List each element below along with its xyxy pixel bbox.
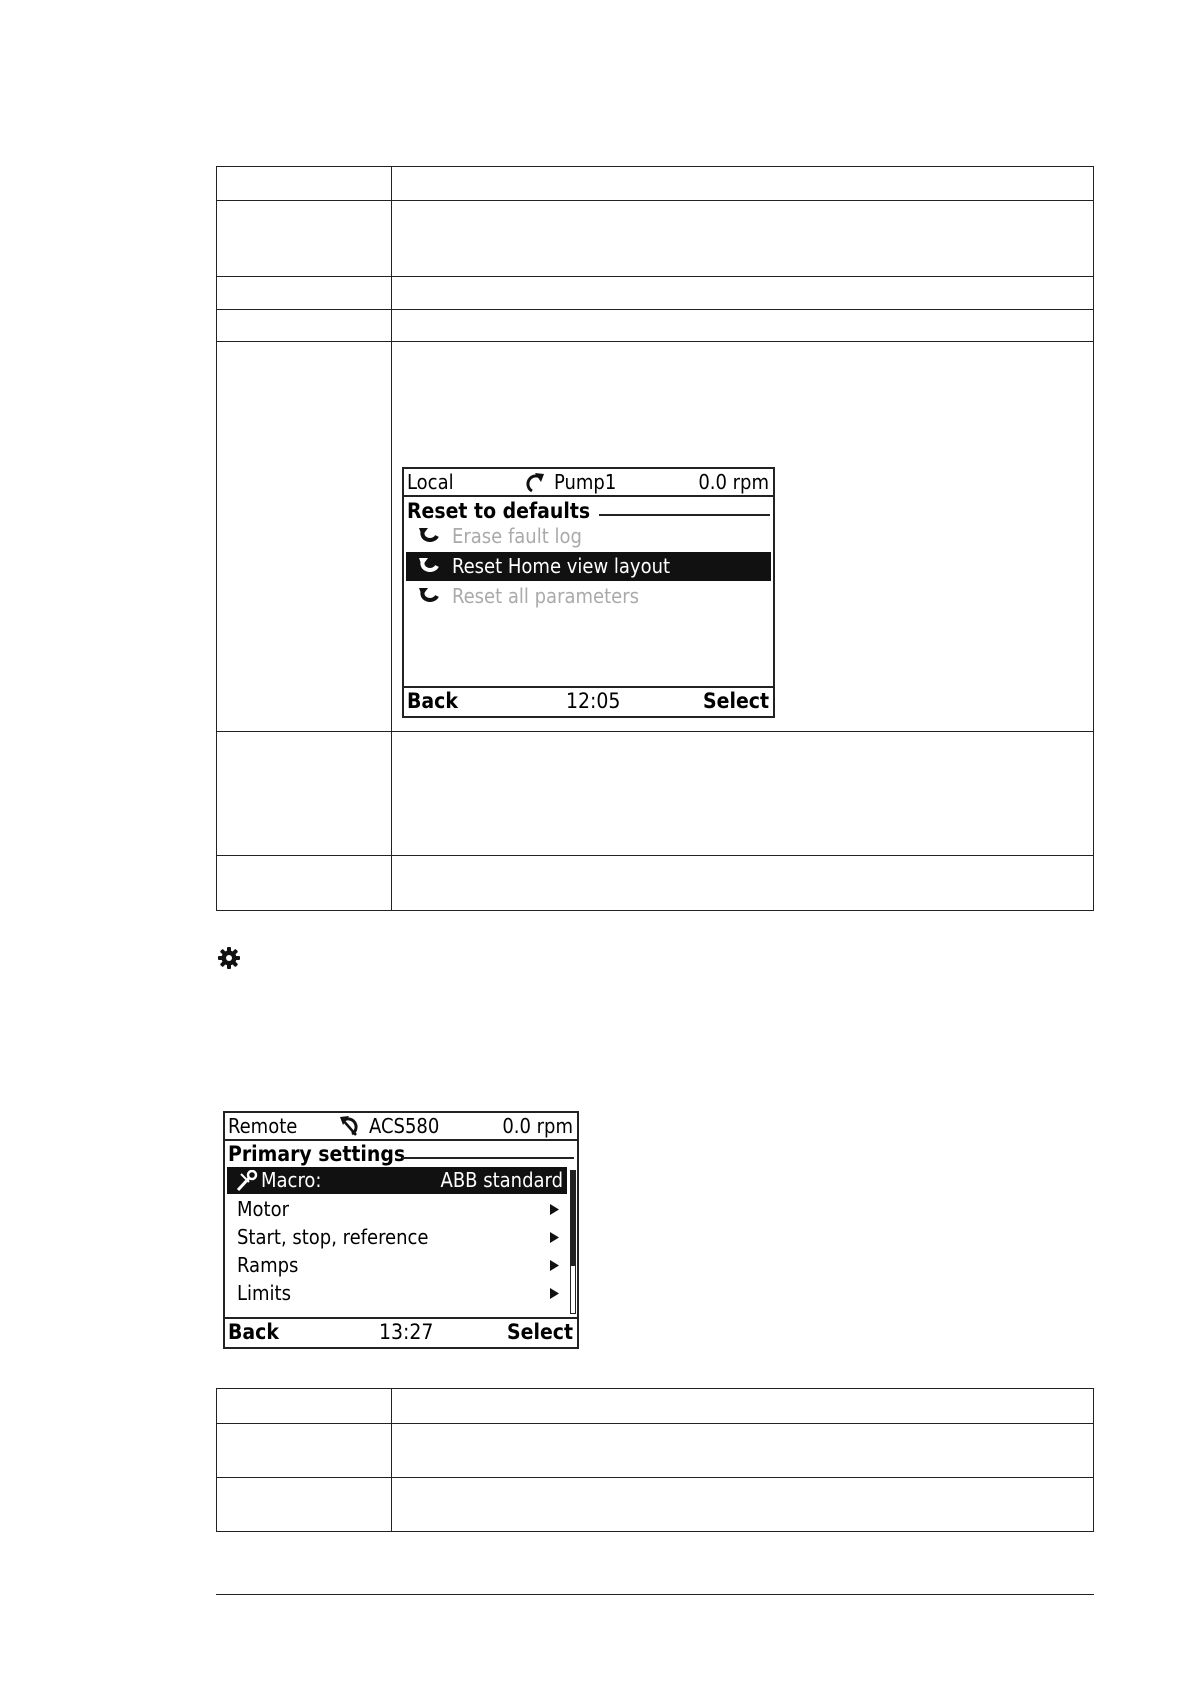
reset-arrow-icon bbox=[419, 588, 441, 605]
softkey-bar bbox=[404, 686, 773, 716]
back-softkey[interactable]: Back bbox=[228, 1320, 279, 1344]
back-softkey[interactable]: Back bbox=[407, 689, 458, 713]
rotation-arrow-icon bbox=[338, 1115, 364, 1137]
clock: 13:27 bbox=[379, 1320, 434, 1344]
menu-item-label: Erase fault log bbox=[452, 524, 582, 548]
status-bar bbox=[225, 1113, 577, 1141]
menu-item-macro[interactable] bbox=[227, 1167, 567, 1194]
screen-title: Primary settings bbox=[228, 1142, 406, 1166]
drive-name: Pump1 bbox=[554, 470, 617, 494]
primary-settings-screen bbox=[223, 1111, 579, 1349]
control-mode: Remote bbox=[228, 1114, 298, 1138]
menu-item-erase-fault-log[interactable] bbox=[406, 522, 771, 551]
menu-item-label: Ramps bbox=[237, 1253, 299, 1277]
select-softkey[interactable]: Select bbox=[507, 1320, 573, 1344]
menu-item-reset-all-parameters[interactable] bbox=[406, 582, 771, 611]
triangle-right-icon bbox=[550, 1204, 559, 1215]
reset-arrow-icon bbox=[419, 528, 441, 545]
menu-item-label: Limits bbox=[237, 1281, 291, 1305]
title-rule bbox=[599, 514, 770, 516]
menu-item-start-stop-reference[interactable] bbox=[227, 1223, 567, 1251]
triangle-right-icon bbox=[550, 1260, 559, 1271]
clock: 12:05 bbox=[566, 689, 621, 713]
speed-readout: 0.0 rpm bbox=[502, 1114, 573, 1138]
drive-name: ACS580 bbox=[369, 1114, 440, 1138]
menu-item-label: Reset Home view layout bbox=[452, 554, 671, 578]
footer-rule bbox=[216, 1594, 1094, 1595]
table-2 bbox=[216, 1388, 1094, 1532]
speed-readout: 0.0 rpm bbox=[698, 470, 769, 494]
control-mode: Local bbox=[407, 470, 454, 494]
menu-item-reset-home-view[interactable] bbox=[406, 552, 771, 581]
menu-item-label: Reset all parameters bbox=[452, 584, 639, 608]
screen-title: Reset to defaults bbox=[407, 499, 591, 523]
menu-item-motor[interactable] bbox=[227, 1195, 567, 1223]
title-rule bbox=[402, 1157, 574, 1159]
softkey-bar bbox=[225, 1317, 577, 1347]
wrench-icon bbox=[235, 1170, 259, 1192]
menu-item-ramps[interactable] bbox=[227, 1251, 567, 1279]
gear-icon bbox=[217, 946, 241, 970]
menu-item-label: Motor bbox=[237, 1197, 289, 1221]
scrollbar-thumb[interactable] bbox=[571, 1171, 575, 1266]
menu-item-label: Macro: bbox=[261, 1168, 322, 1192]
triangle-right-icon bbox=[550, 1288, 559, 1299]
reset-arrow-icon bbox=[419, 558, 441, 575]
triangle-right-icon bbox=[550, 1232, 559, 1243]
menu-item-label: Start, stop, reference bbox=[237, 1225, 429, 1249]
reset-to-defaults-screen bbox=[402, 467, 775, 718]
rotation-arrow-icon bbox=[522, 472, 546, 494]
scrollbar[interactable] bbox=[570, 1170, 576, 1314]
select-softkey[interactable]: Select bbox=[703, 689, 769, 713]
status-bar bbox=[404, 469, 773, 497]
menu-item-limits[interactable] bbox=[227, 1279, 567, 1307]
menu-item-value: ABB standard bbox=[440, 1168, 563, 1192]
